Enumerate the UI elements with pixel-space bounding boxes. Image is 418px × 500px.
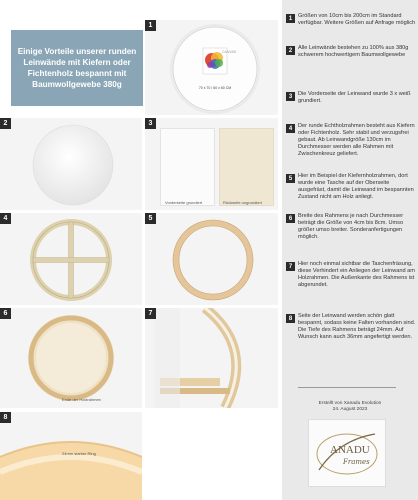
panel-number: 7 [145,308,156,319]
panel-5-pine-frame [145,213,278,305]
xanadu-logo [308,419,386,487]
item-number: 6 [286,214,295,223]
footer-credit: Erstellt von Xanadu Evolution [318,401,382,406]
panel-4-frame-with-cross [0,213,142,305]
item-text: Alle Leinwände bestehen zu 100% aus 380g schwerem hochwertigem Baumwollgewebe [298,45,409,58]
white-canvas-circle-image [0,118,142,210]
canvas-brand-text: CANVAS [222,50,237,54]
item-text: Seite der Leinwand werden schön glatt bespannt, sodass keine Falten vorhanden sind. Die Tiefe des Rahmens beträgt 24mm. Auf Wunsch kann auch 36mm angefertigt werden. [298,313,416,340]
frame-edge-image [145,308,278,408]
item-number: 1 [286,14,295,23]
panel-3-fabric-sides [145,118,278,210]
intro-banner: Einige Vorteile unserer runden Leinwände mit Kiefern oder Fichtenholz bespannt mit Baumwollgewebe 380g [11,30,143,106]
back-unprimed-swatch [219,128,274,206]
logo-text: ANADU [330,444,370,456]
footer-date: 24. August 2023 [332,407,368,412]
round-canvas-image [145,20,278,115]
panel-number: 8 [0,412,11,423]
pine-frame-image [145,213,278,305]
item-text: Hier im Beispiel der Kiefernholzrahmen, dort wurde eine Tasche auf der Oberseite ausgefräst, damit die Leinwand im bespannten Zustand nicht am Holz anliegt. [298,173,414,200]
panel-number: 2 [0,118,11,129]
frame-cross-image [0,213,142,305]
item-text: Die Vorderseite der Leinwand wurde 3 x weiß grundiert. [298,91,411,104]
panel-number: 4 [0,213,11,224]
panel-number: 1 [145,20,156,31]
item-text: Größen von 10cm bis 200cm im Standard verfügbar. Weitere Größen auf Anfrage möglich [298,13,416,26]
front-primed-swatch [160,128,215,206]
panel-number: 6 [0,308,11,319]
ring-caption: 24mm starker Ring [62,451,96,456]
canvas-label-text: 70 x 70 / 60 x 60 CM [198,86,232,90]
item-text: Breite des Rahmens je nach Durchmesser beträgt die Größe von 4cm bis 8cm. Umso größer umso breiter. Sonderanfertigungen möglich. [298,213,404,240]
side-depth-image [0,412,142,500]
panel-7-frame-edge [145,308,278,408]
back-caption: Rückseite ungrundiert [223,200,262,205]
panel-8-side-depth [0,412,142,500]
panel-1-round-canvas [145,20,278,115]
item-number: 2 [286,46,295,55]
item-number: 3 [286,92,295,101]
item-number: 4 [286,124,295,133]
item-number: 7 [286,262,295,271]
panel-2-white-circle [0,118,142,210]
panel-6-frame-back [0,308,142,408]
item-text: Hier noch einmal sichtbar die Taschenfräsung, diese Verhindert ein Anliegen der Leinwand am Holzrahmen. Die Außenkante des Rahmens ist abgerundet. [298,261,415,288]
footer-divider [298,387,396,388]
front-caption: Vorderseite grundiert [165,200,203,205]
panel-number: 3 [145,118,156,129]
logo-script: Frames [343,458,370,466]
frame-back-image [0,308,142,408]
item-number: 8 [286,314,295,323]
panel-number: 5 [145,213,156,224]
frame-end-caption: Ende der Holzrahmen [62,397,101,402]
item-text: Der runde Echtholzrahmen besteht aus Kiefern oder Fichtenholz. Sehr stabil und verzugsfrei gebaut. Ab Leinwandgröße 130cm im Durchmesser werden alle Rahmen mit Zwischenkreuz geliefert. [298,123,415,157]
item-number: 5 [286,174,295,183]
